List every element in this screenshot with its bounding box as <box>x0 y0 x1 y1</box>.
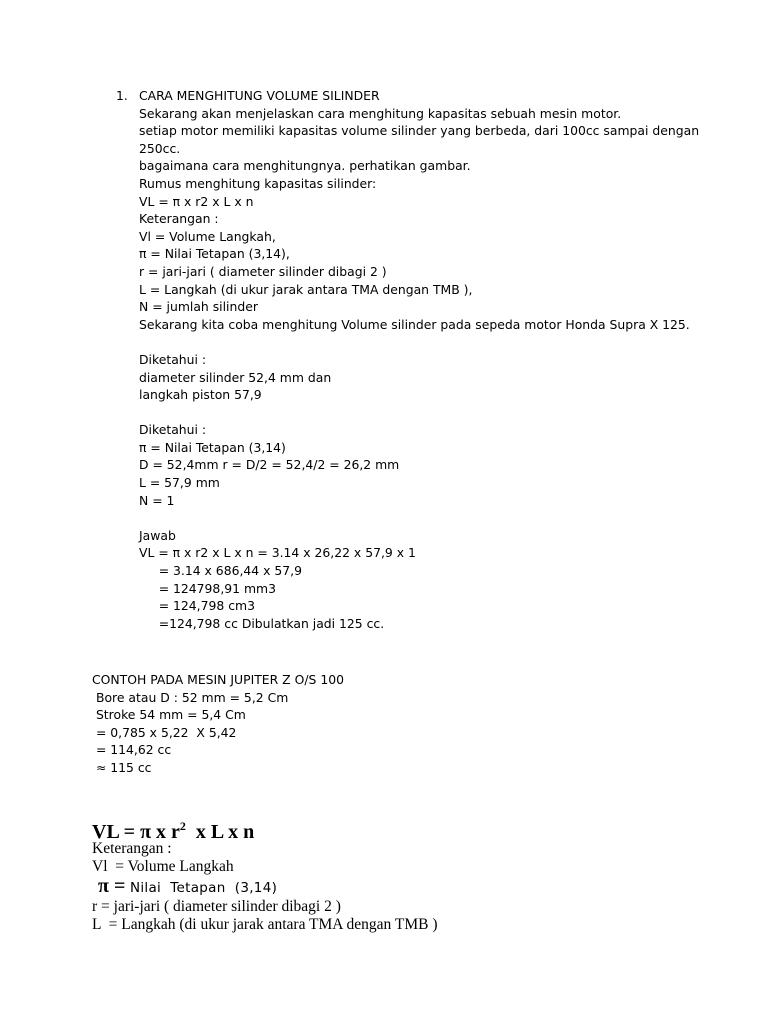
list-line: π = Nilai Tetapan (3,14), <box>139 246 290 262</box>
list-line: diameter silinder 52,4 mm dan <box>139 369 332 385</box>
list-line: =124,798 cc Dibulatkan jadi 125 cc. <box>139 615 385 631</box>
list-line: Vl = Volume Langkah, <box>139 228 276 244</box>
contoh-line: CONTOH PADA MESIN JUPITER Z O/S 100 <box>92 672 344 687</box>
contoh-line: Stroke 54 mm = 5,4 Cm <box>92 707 246 723</box>
formula-superscript: 2 <box>179 819 186 833</box>
list-line: langkah piston 57,9 <box>139 387 262 403</box>
list-line: = 124,798 cm3 <box>139 598 255 614</box>
list-line: L = 57,9 mm <box>139 475 220 491</box>
list-line: r = jari-jari ( diameter silinder dibagi 2 ) <box>139 263 387 279</box>
list-line: N = 1 <box>139 492 175 508</box>
list-line: CARA MENGHITUNG VOLUME SILINDER <box>139 88 380 103</box>
list-line <box>139 404 699 422</box>
formula-suffix: x L x n <box>185 821 255 843</box>
numbered-list-content <box>139 87 699 632</box>
list-line: π = Nilai Tetapan (3,14) <box>139 439 286 455</box>
list-line: L = Langkah (di ukur jarak antara TMA dengan TMB ), <box>139 281 473 297</box>
list-line: D = 52,4mm r = D/2 = 52,4/2 = 26,2 mm <box>139 457 400 473</box>
list-line: N = jumlah silinder <box>139 299 258 315</box>
list-line: Sekarang kita coba menghitung Volume silinder pada sepeda motor Honda Supra X 125. <box>139 316 690 332</box>
list-line: bagaimana cara menghitungnya. perhatikan gambar. <box>139 158 471 174</box>
list-line: VL = π x r2 x L x n <box>139 193 254 209</box>
contoh-section <box>92 671 344 777</box>
list-line: Diketahui : <box>139 351 207 367</box>
list-line: = 124798,91 mm3 <box>139 580 276 596</box>
l-definition: L = Langkah (di ukur jarak antara TMA dengan TMB ) <box>92 915 438 933</box>
list-line: = 3.14 x 686,44 x 57,9 <box>139 563 302 579</box>
contoh-line: Bore atau D : 52 mm = 5,2 Cm <box>92 689 289 705</box>
formula-prefix: VL = π x r <box>92 821 180 843</box>
keterangan-label: Keterangan : <box>92 840 172 857</box>
contoh-line: ≈ 115 cc <box>92 759 152 775</box>
list-line: Keterangan : <box>139 211 219 227</box>
list-line: Diketahui : <box>139 422 207 438</box>
formula-heading <box>92 812 438 843</box>
list-line: Rumus menghitung kapasitas silinder: <box>139 175 377 191</box>
list-line: Sekarang akan menjelaskan cara menghitung kapasitas sebuah mesin motor. <box>139 105 622 121</box>
pi-definition <box>92 875 438 898</box>
pi-text: Nilai Tetapan (3,14) <box>125 880 278 896</box>
list-number: 1. <box>116 88 128 103</box>
contoh-line: = 114,62 cc <box>92 742 172 758</box>
list-line: setiap motor memiliki kapasitas volume silinder yang berbeda, dari 100cc sampai dengan <box>139 123 700 139</box>
list-line <box>139 509 699 527</box>
formula-section <box>92 812 438 933</box>
list-line: 250cc. <box>139 140 181 156</box>
pi-symbol: π = <box>98 875 126 897</box>
vl-definition: Vl = Volume Langkah <box>92 857 234 875</box>
r-definition: r = jari-jari ( diameter silinder dibagi 2 ) <box>92 898 341 915</box>
list-line <box>139 333 699 351</box>
list-line: VL = π x r2 x L x n = 3.14 x 26,22 x 57,9 x 1 <box>139 545 416 561</box>
list-line: Jawab <box>139 527 176 543</box>
contoh-line: = 0,785 x 5,22 X 5,42 <box>92 724 237 740</box>
